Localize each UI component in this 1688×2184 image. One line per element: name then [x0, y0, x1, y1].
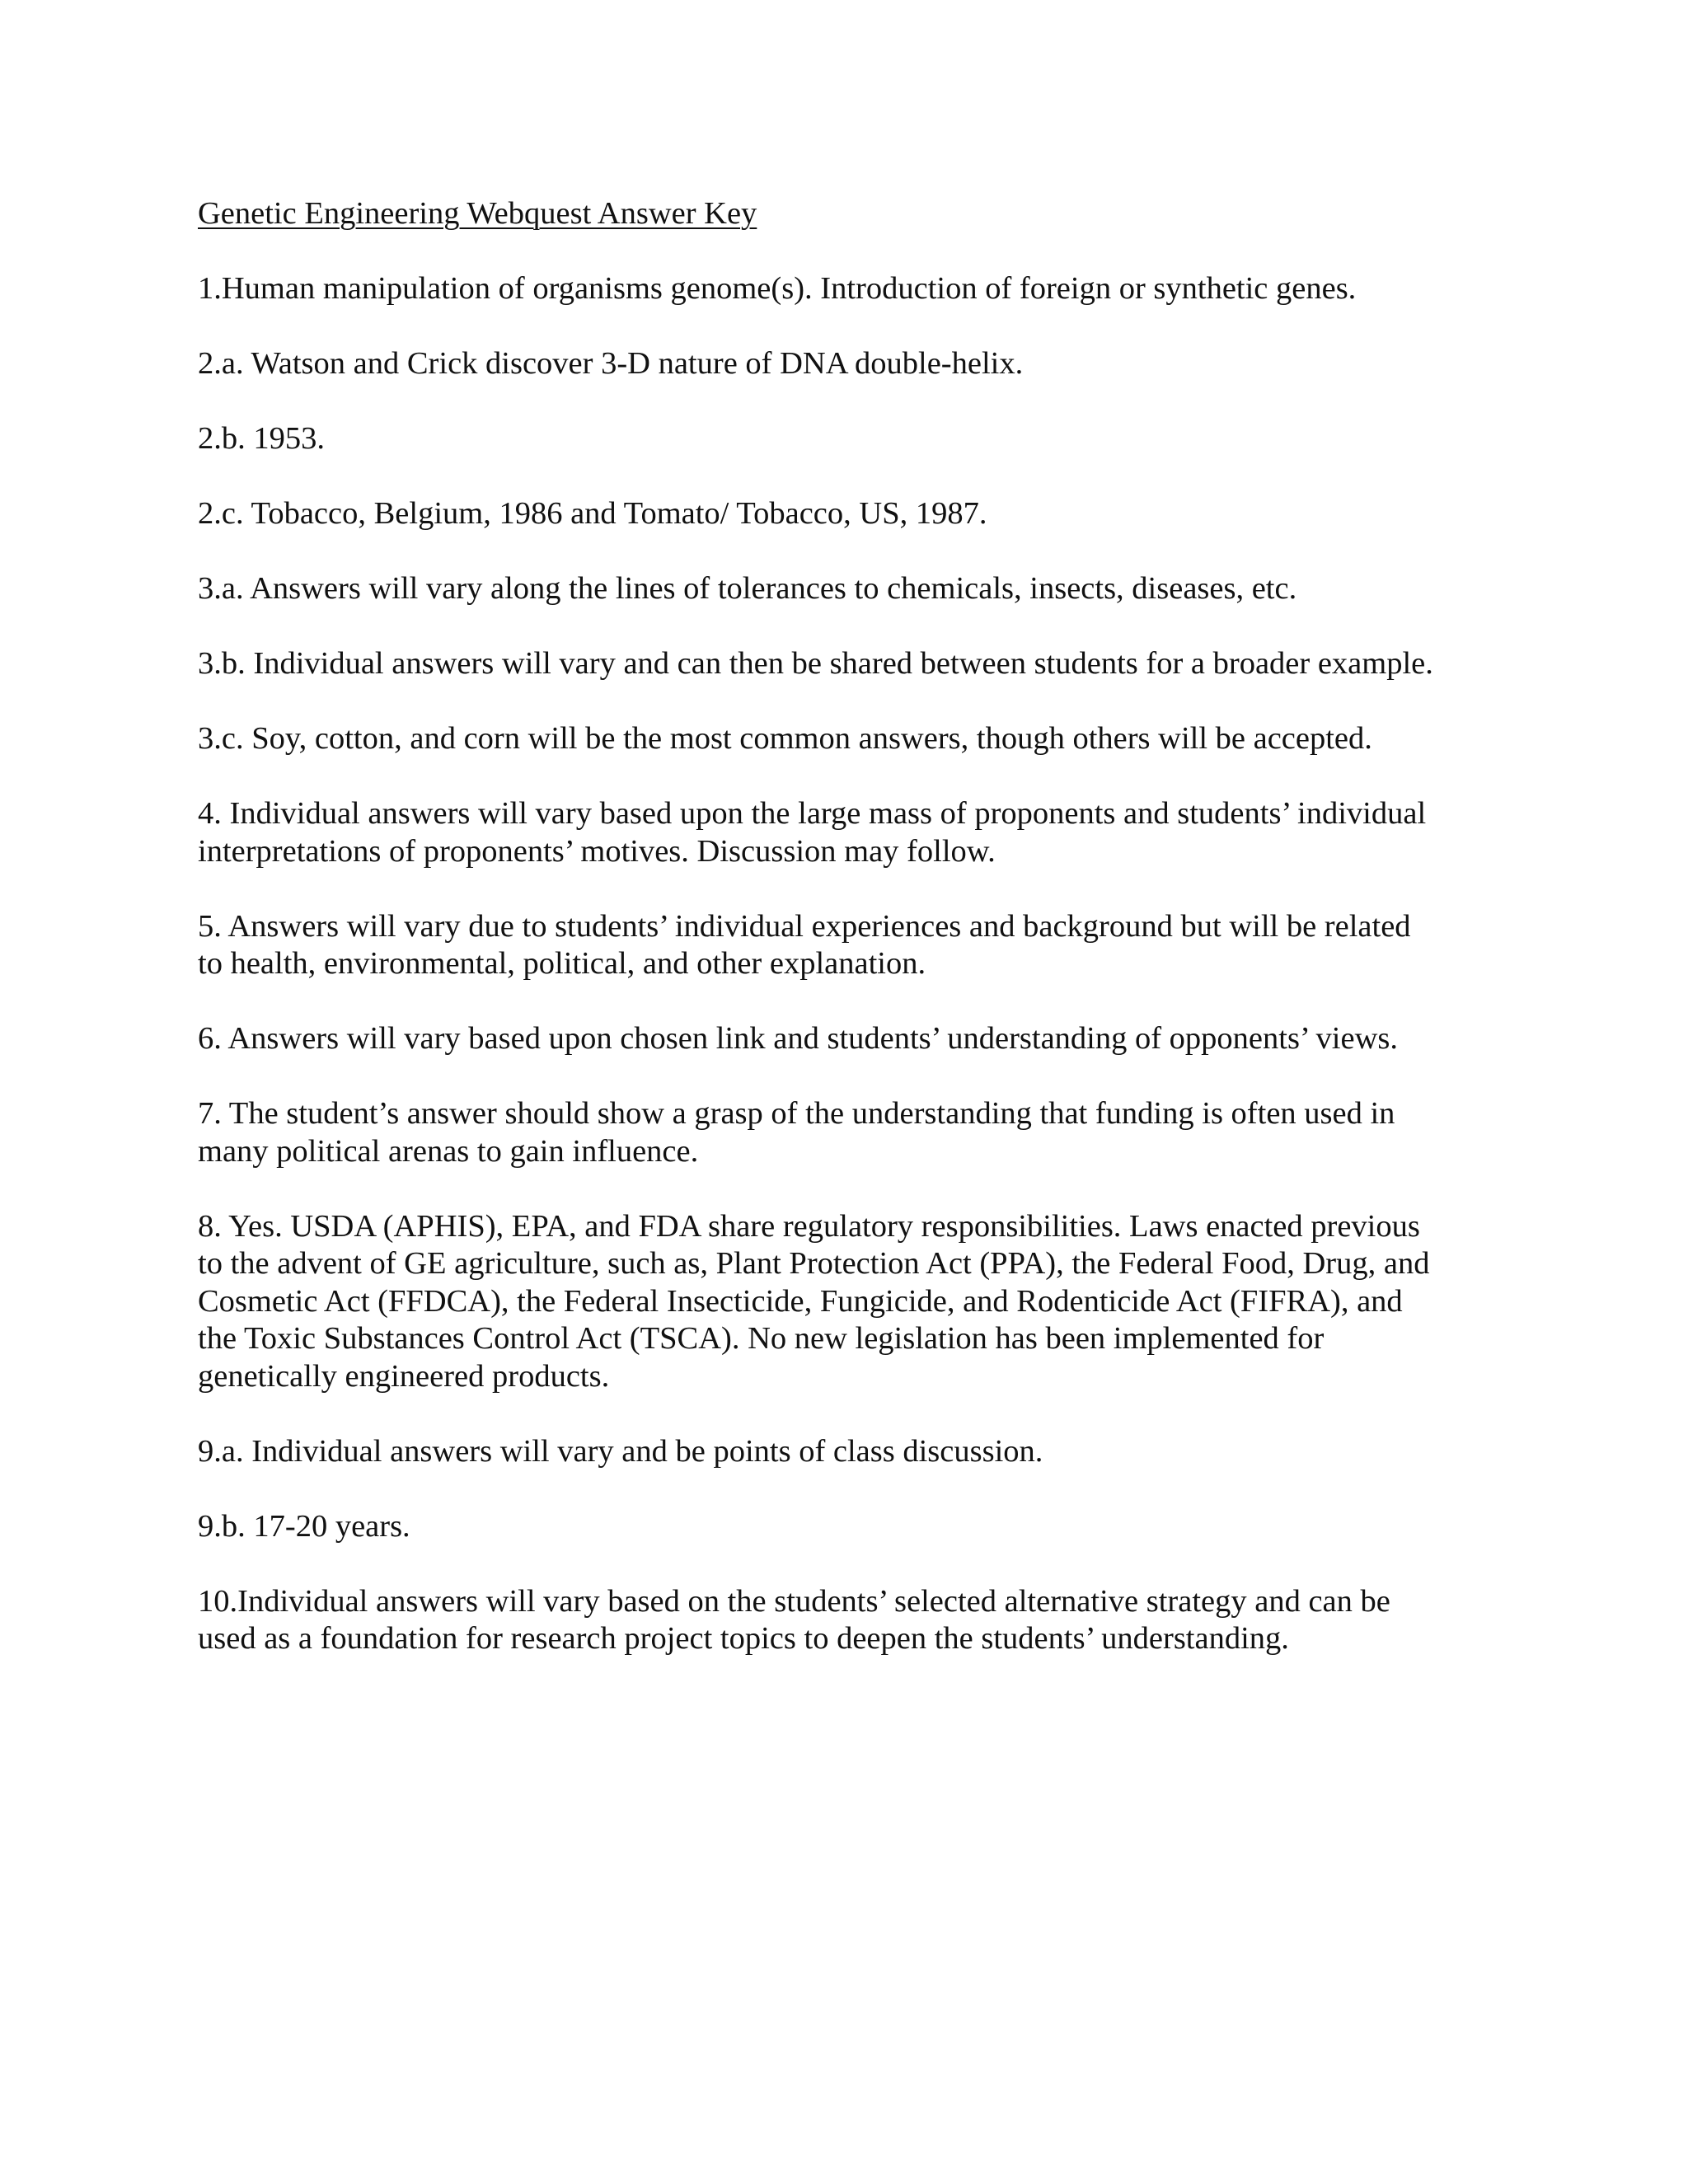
answer-line: used as a foundation for research project topics to deepen the students’ understanding. [198, 1621, 1289, 1656]
answer-item [198, 1020, 1517, 1058]
document-title: Genetic Engineering Webquest Answer Key [198, 196, 757, 231]
answer-item [198, 420, 1517, 458]
answer-item [198, 908, 1517, 983]
document-body [198, 195, 1517, 1695]
answer-line: 5. Answers will vary due to students’ individual experiences and background but will be related [198, 908, 1411, 944]
answer-item [198, 1208, 1517, 1396]
answer-line: many political arenas to gain influence. [198, 1133, 699, 1169]
answer-line: 7. The student’s answer should show a grasp of the understanding that funding is often used in [198, 1096, 1395, 1131]
answer-line: 2.b. 1953. [198, 421, 325, 456]
answer-line: 6. Answers will vary based upon chosen link and students’ understanding of opponents’ views. [198, 1021, 1398, 1056]
answer-item [198, 645, 1517, 683]
answer-item [198, 570, 1517, 608]
answer-item [198, 270, 1517, 308]
answer-item [198, 795, 1517, 870]
answer-item [198, 495, 1517, 533]
answer-line: 9.a. Individual answers will vary and be points of class discussion. [198, 1433, 1043, 1469]
answer-line: 4. Individual answers will vary based upon the large mass of proponents and students’ individual [198, 796, 1427, 831]
answer-item [198, 345, 1517, 383]
answer-item [198, 720, 1517, 758]
answer-line: 2.a. Watson and Crick discover 3-D nature of DNA double-helix. [198, 346, 1024, 381]
answer-line: the Toxic Substances Control Act (TSCA). No new legislation has been implemented for [198, 1321, 1325, 1356]
answer-line: 9.b. 17-20 years. [198, 1508, 410, 1544]
answer-line: to health, environmental, political, and other explanation. [198, 946, 926, 981]
answer-line: genetically engineered products. [198, 1358, 610, 1394]
answer-line: 8. Yes. USDA (APHIS), EPA, and FDA share regulatory responsibilities. Laws enacted previous [198, 1208, 1420, 1244]
answer-line: interpretations of proponents’ motives. Discussion may follow. [198, 833, 996, 869]
answer-line: to the advent of GE agriculture, such as, Plant Protection Act (PPA), the Federal Food, Drug, and [198, 1246, 1430, 1281]
answer-line: Cosmetic Act (FFDCA), the Federal Insecticide, Fungicide, and Rodenticide Act (FIFRA), and [198, 1283, 1403, 1319]
answer-item [198, 1508, 1517, 1546]
answer-item [198, 1433, 1517, 1471]
answer-line: 3.c. Soy, cotton, and corn will be the most common answers, though others will be accepted. [198, 721, 1372, 756]
answer-list [198, 270, 1517, 1658]
answer-line: 10.Individual answers will vary based on the students’ selected alternative strategy and can be [198, 1583, 1390, 1619]
answer-line: 3.b. Individual answers will vary and can then be shared between students for a broader example. [198, 646, 1433, 681]
answer-line: 1.Human manipulation of organisms genome(s). Introduction of foreign or synthetic genes. [198, 271, 1357, 306]
answer-line: 3.a. Answers will vary along the lines of tolerances to chemicals, insects, diseases, etc. [198, 571, 1297, 606]
answer-item [198, 1095, 1517, 1170]
answer-line: 2.c. Tobacco, Belgium, 1986 and Tomato/ Tobacco, US, 1987. [198, 496, 987, 531]
answer-item [198, 1583, 1517, 1658]
